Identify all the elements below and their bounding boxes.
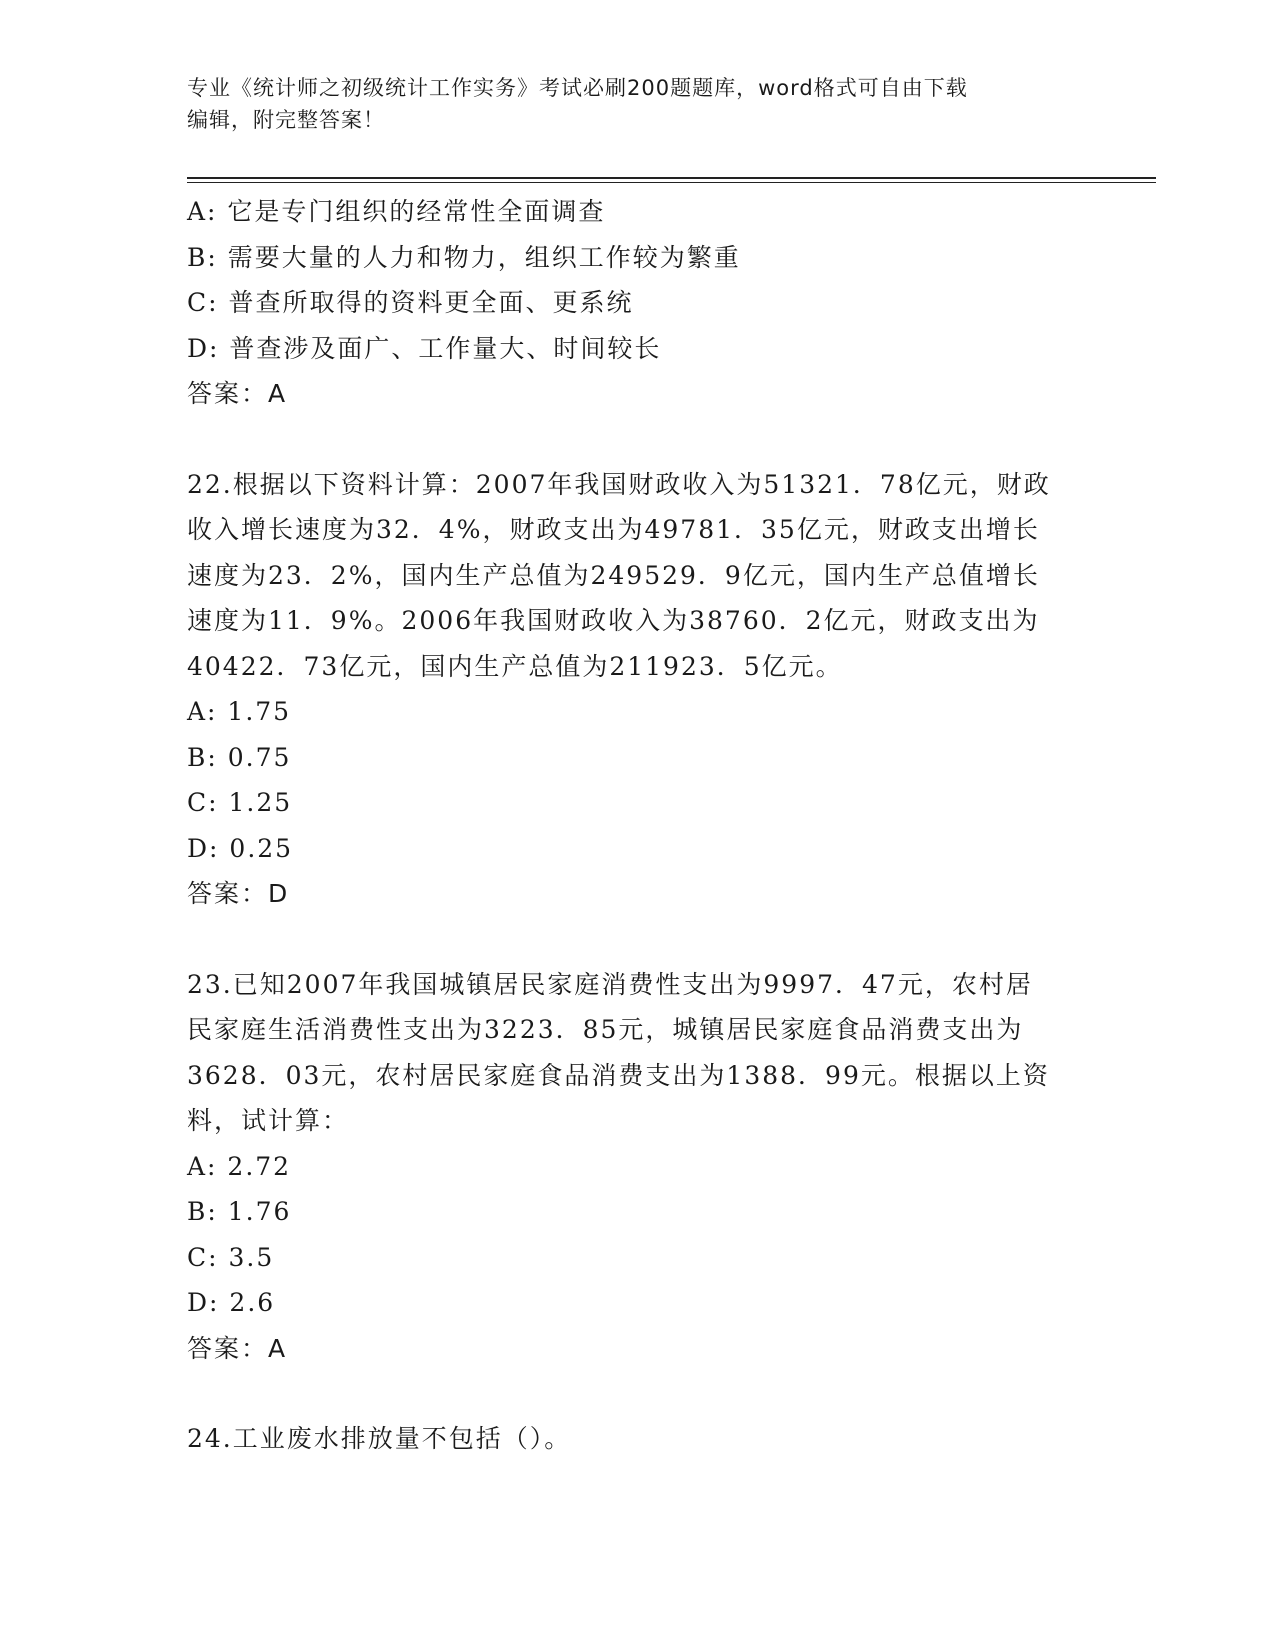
question-24 <box>187 1416 1087 1462</box>
q23-option-a: A: 2.72 <box>187 1151 292 1181</box>
question-22 <box>187 462 1087 917</box>
header-line-2: 编辑，附完整答案！ <box>187 108 385 132</box>
header-rule-thick <box>187 177 1156 179</box>
q22-answer: 答案：D <box>187 879 290 908</box>
q23-stem-line-1: 23.已知2007年我国城镇居民家庭消费性支出为9997．47元，农村居 <box>187 969 1033 999</box>
q22-option-c: C: 1.25 <box>187 788 293 817</box>
q22-option-a: A: 1.75 <box>187 697 292 726</box>
q23-option-b: B: 1.76 <box>187 1197 292 1226</box>
header-rule-thin <box>187 182 1156 183</box>
q23-option-c: C: 3.5 <box>187 1242 275 1272</box>
q23-option-d: D: 2.6 <box>187 1288 276 1317</box>
q22-option-b: B: 0.75 <box>187 742 292 772</box>
question-23 <box>187 962 1087 1372</box>
q22-stem-line-5: 40422．73亿元，国内生产总值为211923．5亿元。 <box>187 651 843 681</box>
q22-option-d: D: 0.25 <box>187 833 294 863</box>
q22-stem-line-1: 22.根据以下资料计算：2007年我国财政收入为51321．78亿元，财政 <box>187 469 1051 499</box>
q21-option-a: A: 它是专门组织的经常性全面调查 <box>187 197 606 226</box>
page-header <box>187 72 1087 136</box>
q23-stem-line-2: 民家庭生活消费性支出为3223．85元，城镇居民家庭食品消费支出为 <box>187 1015 1024 1044</box>
q23-answer: 答案：A <box>187 1333 288 1363</box>
document-body <box>187 189 1087 1462</box>
q23-stem-line-3: 3628．03元，农村居民家庭食品消费支出为1388．99元。根据以上资 <box>187 1060 1050 1090</box>
q21-option-b: B: 需要大量的人力和物力，组织工作较为繁重 <box>187 242 741 272</box>
q21-option-d: D: 普查涉及面广、工作量大、时间较长 <box>187 333 662 363</box>
header-line-1: 专业《统计师之初级统计工作实务》考试必刷200题题库，word格式可自由下载 <box>187 76 968 100</box>
q21-answer: 答案：A <box>187 379 288 408</box>
q23-stem-line-4: 料，试计算： <box>187 1106 350 1135</box>
q22-stem-line-3: 速度为23．2%，国内生产总值为249529．9亿元，国内生产总值增长 <box>187 560 1040 590</box>
q21-option-c: C: 普查所取得的资料更全面、更系统 <box>187 288 634 317</box>
question-21 <box>187 189 1087 417</box>
q22-stem-line-4: 速度为11．9%。2006年我国财政收入为38760．2亿元，财政支出为 <box>187 606 1040 635</box>
q24-stem-line-1: 24.工业废水排放量不包括（）。 <box>187 1424 572 1453</box>
q22-stem-line-2: 收入增长速度为32．4%，财政支出为49781．35亿元，财政支出增长 <box>187 515 1040 544</box>
